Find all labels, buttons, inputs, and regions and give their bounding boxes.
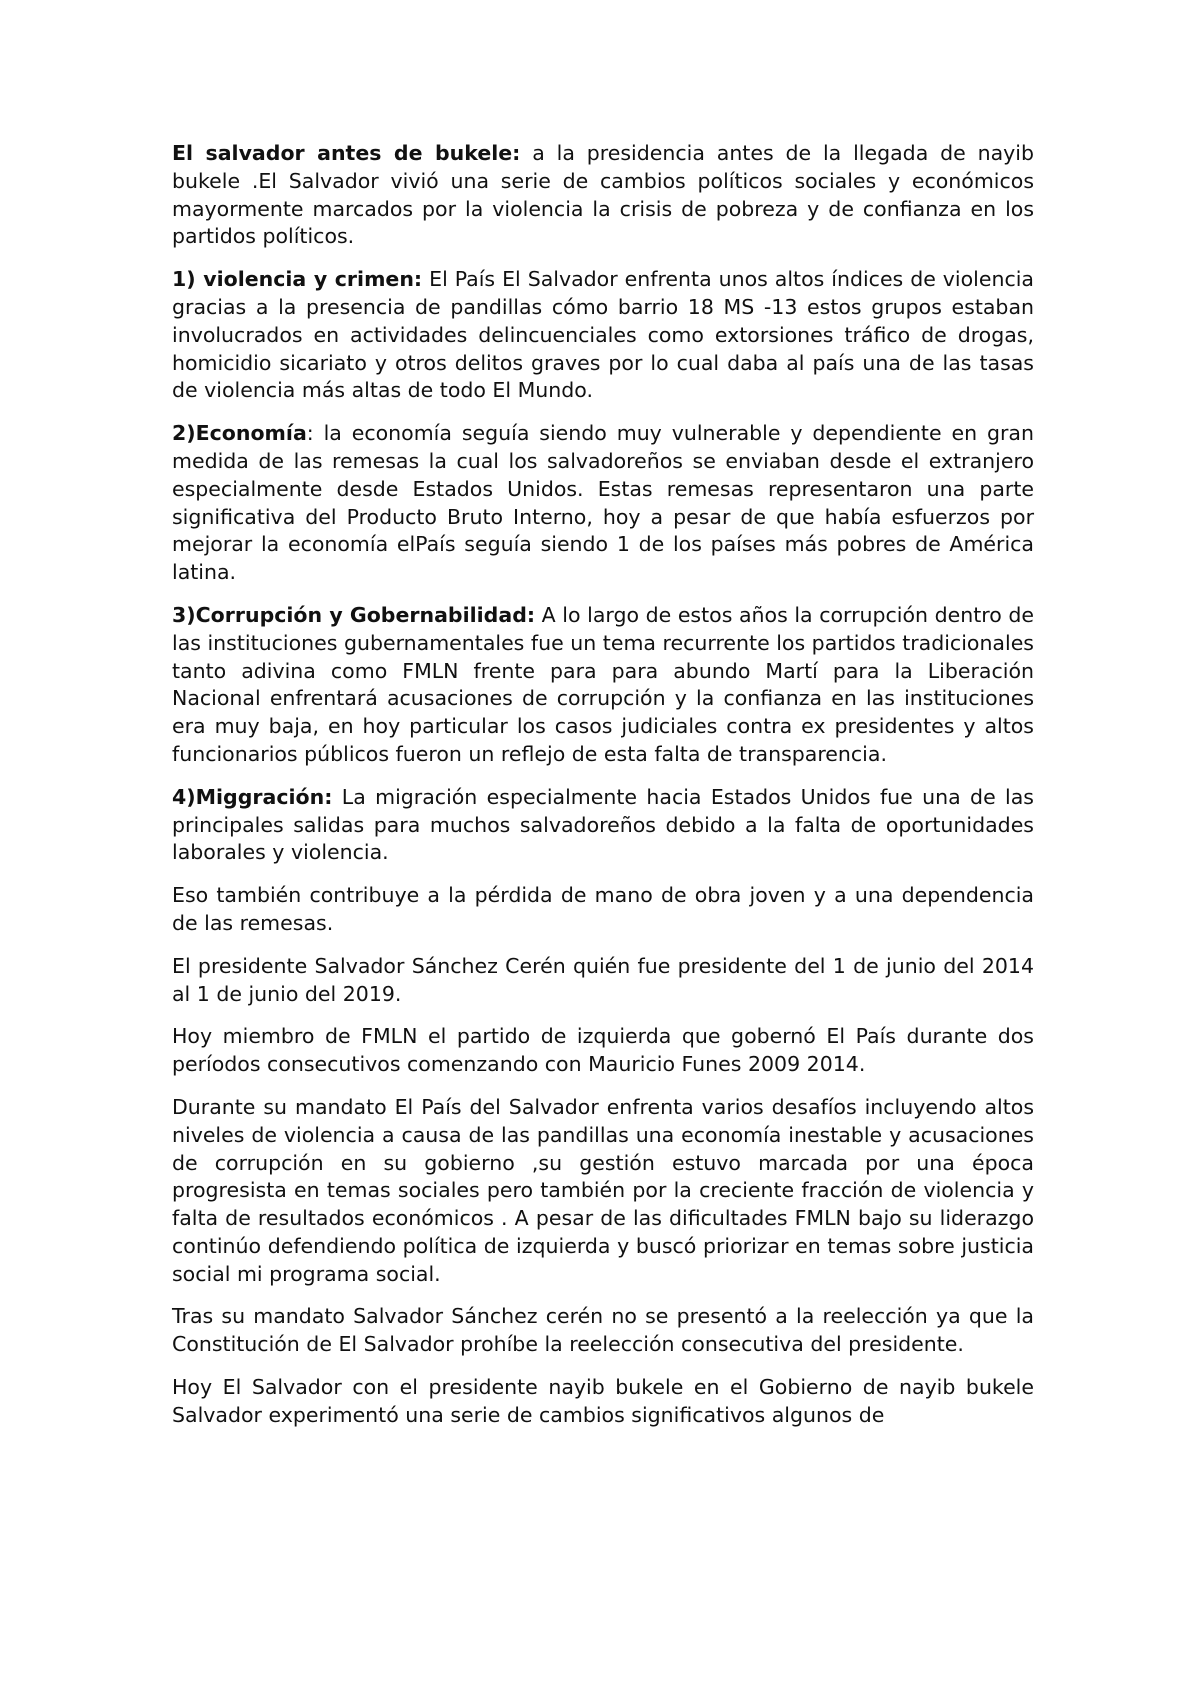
paragraph-text: : la economía seguía siendo muy vulnerable y dependiente en gran medida de las remesas la cual los salvadoreños se enviaban desde el extranjero especialmente desde Estados Unidos. Estas remesas representaron una parte significativa del Producto Bruto Interno, hoy a pesar de que había esfuerzos por mejorar la economía elPaís seguía siendo 1 de los países más pobres de América latina.: [172, 421, 1034, 585]
paragraph-economia: [172, 420, 1034, 587]
paragraph-heading: 4)Miggración:: [172, 784, 333, 809]
paragraph-heading: 2)Economía: [172, 421, 307, 446]
paragraph-body: [172, 953, 1034, 1009]
paragraph-body: [172, 1303, 1034, 1359]
paragraph-text: El País El Salvador enfrenta unos altos índices de violencia gracias a la presencia de pandillas cómo barrio 18 MS -13 estos grupos estaban involucrados en actividades delincuenciales como extorsiones tráfico de drogas, homicidio sicariato y otros delitos graves por lo cual daba al país una de las tasas de violencia más altas de todo El Mundo.: [172, 267, 1034, 403]
paragraph-body: [172, 1023, 1034, 1079]
paragraph-violencia: [172, 266, 1034, 405]
paragraph-text: Durante su mandato El País del Salvador enfrenta varios desafíos incluyendo altos niveles de violencia a causa de las pandillas una economía inestable y acusaciones de corrupción en su gobierno ,su gestión estuvo marcada por una época progresista en temas sociales pero también por la creciente fracción de violencia y falta de resultados económicos . A pesar de las dificultades FMLN bajo su liderazgo continúo defendiendo política de izquierda y buscó priorizar en temas sobre justicia social mi programa social.: [172, 1094, 1034, 1286]
paragraph-text: Hoy El Salvador con el presidente nayib bukele en el Gobierno de nayib bukele Salvador experimentó una serie de cambios significativos algunos de: [172, 1375, 1034, 1427]
paragraph-text: a la presidencia antes de la llegada de nayib bukele .El Salvador vivió una serie de cambios políticos sociales y económicos mayormente marcados por la violencia la crisis de pobreza y de confianza en los partidos políticos.: [172, 141, 1034, 249]
paragraph-text: La migración especialmente hacia Estados Unidos fue una de las principales salidas para muchos salvadoreños debido a la falta de oportunidades laborales y violencia.: [172, 784, 1034, 865]
document-page: [172, 140, 1034, 1445]
paragraph-text: El presidente Salvador Sánchez Cerén quién fue presidente del 1 de junio del 2014 al 1 de junio del 2019.: [172, 953, 1034, 1006]
paragraph-body: [172, 882, 1034, 938]
paragraph-intro: [172, 140, 1034, 251]
paragraph-heading: 3)Corrupción y Gobernabilidad:: [172, 602, 536, 627]
paragraph-corrupcion: [172, 602, 1034, 769]
paragraph-text: Hoy miembro de FMLN el partido de izquierda que gobernó El País durante dos períodos consecutivos comenzando con Mauricio Funes 2009 2014.: [172, 1024, 1034, 1077]
paragraph-heading: El salvador antes de bukele:: [172, 141, 521, 165]
paragraph-body: [172, 1374, 1034, 1430]
paragraph-text: Tras su mandato Salvador Sánchez cerén no se presentó a la reelección ya que la Constitución de El Salvador prohíbe la reelección consecutiva del presidente.: [172, 1304, 1034, 1357]
paragraph-body: [172, 1094, 1034, 1289]
paragraph-text: A lo largo de estos años la corrupción dentro de las instituciones gubernamentales fue un tema recurrente los partidos tradicionales tanto adivina como FMLN frente para para abundo Martí para la Liberación Nacional enfrentará acusaciones de corrupción y la confianza en las instituciones era muy baja, en hoy particular los casos judiciales contra ex presidentes y altos funcionarios públicos fueron un reflejo de esta falta de transparencia.: [172, 602, 1035, 766]
paragraph-text: Eso también contribuye a la pérdida de mano de obra joven y a una dependencia de las remesas.: [172, 883, 1034, 935]
paragraph-heading: 1) violencia y crimen:: [172, 267, 423, 292]
paragraph-migracion: [172, 784, 1034, 867]
